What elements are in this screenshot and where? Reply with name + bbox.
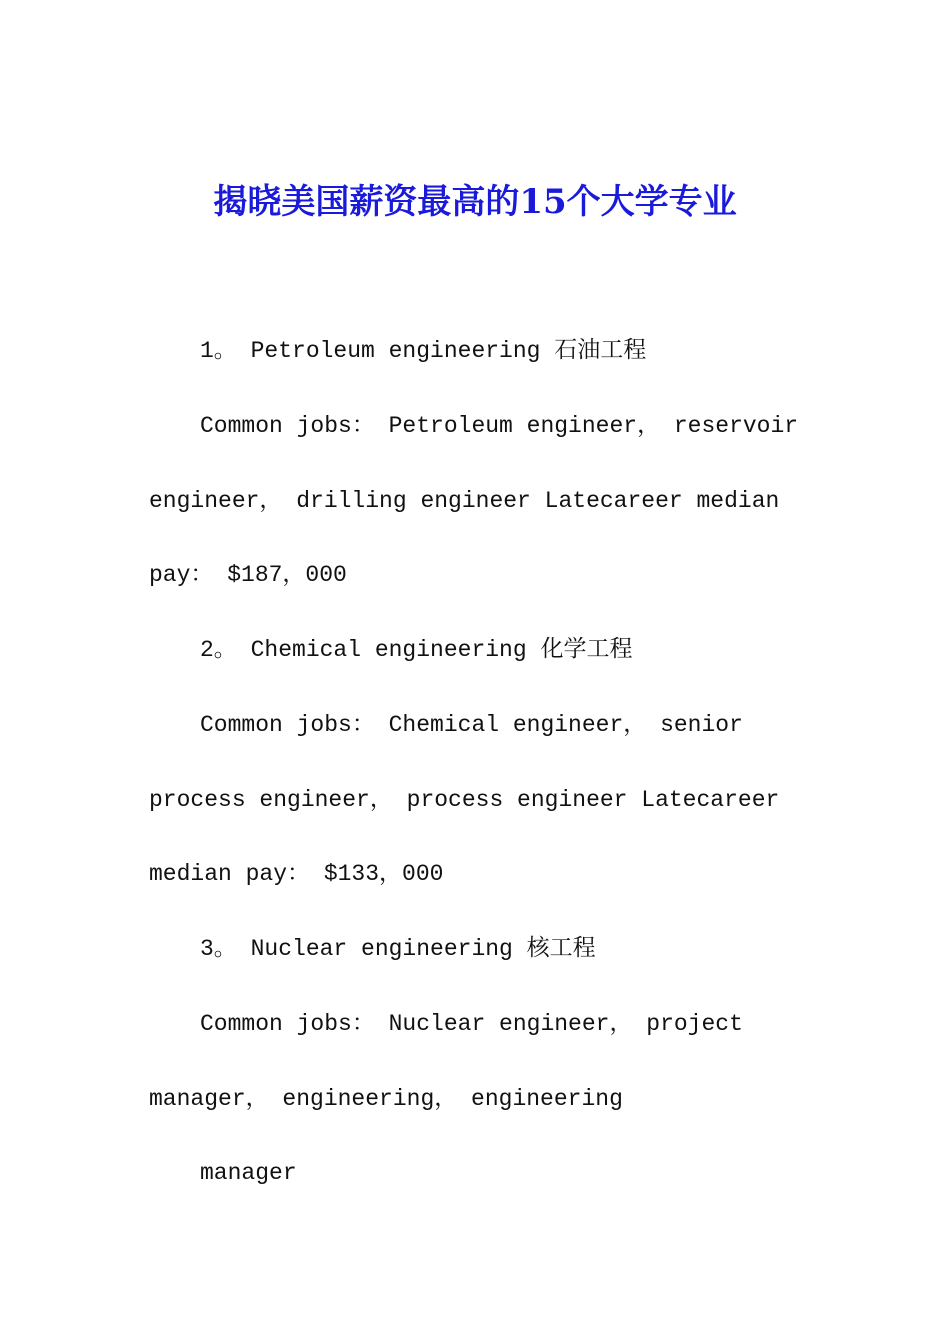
page-title: 揭晓美国薪资最高的15个大学专业 [213,182,737,222]
body-line: engineer， drilling engineer Latecareer median [149,488,780,514]
body-line: manager， engineering， engineering [149,1086,623,1112]
body-line: median pay： $133，000 [149,861,444,887]
body-line: Common jobs： Petroleum engineer， reservoir [200,413,799,439]
body-line: process engineer， process engineer Latecareer [149,787,780,813]
section-heading-3: 3。 Nuclear engineering 核工程 [200,936,596,962]
body-line: manager [200,1160,297,1186]
body-line: Common jobs： Chemical engineer， senior [200,712,743,738]
section-heading-1: 1。 Petroleum engineering 石油工程 [200,338,647,364]
body-line: Common jobs： Nuclear engineer， project [200,1011,743,1037]
section-heading-2: 2。 Chemical engineering 化学工程 [200,637,633,663]
body-line: pay： $187，000 [149,562,347,588]
